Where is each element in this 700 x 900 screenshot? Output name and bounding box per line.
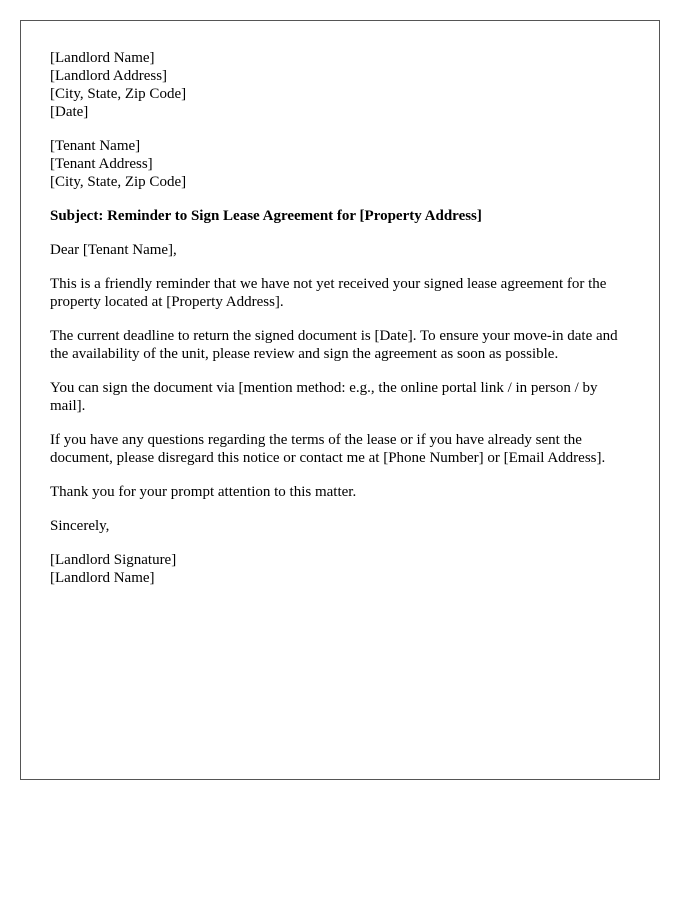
tenant-address: [Tenant Address] [50,156,153,172]
letter-page [20,20,660,780]
landlord-address-block [50,49,635,121]
paragraph-thanks: Thank you for your prompt attention to this matter. [50,484,357,500]
landlord-address: [Landlord Address] [50,68,168,84]
letter-body [50,49,635,603]
salutation: Dear [Tenant Name], [50,242,177,258]
closing: Sincerely, [50,518,110,534]
landlord-name: [Landlord Name] [50,50,155,66]
tenant-city-state-zip: [City, State, Zip Code] [50,174,187,190]
landlord-signature: [Landlord Signature] [50,552,177,568]
letter-date: [Date] [50,104,89,120]
paragraph-sign-method: You can sign the document via [mention method: e.g., the online portal link / in person / by mail]. [50,380,598,414]
paragraph-reminder: This is a friendly reminder that we have not yet received your signed lease agreement for the property located at [Property Address]. [50,276,607,310]
paragraph-deadline: The current deadline to return the signed document is [Date]. To ensure your move-in date and the availability of the unit, please review and sign the agreement as soon as possible. [50,328,618,362]
tenant-name: [Tenant Name] [50,138,141,154]
tenant-address-block [50,137,635,191]
signature-block [50,551,635,587]
subject-line: Subject: Reminder to Sign Lease Agreement for [Property Address] [50,208,482,224]
signature-landlord-name: [Landlord Name] [50,570,155,586]
landlord-city-state-zip: [City, State, Zip Code] [50,86,187,102]
paragraph-questions: If you have any questions regarding the terms of the lease or if you have already sent the document, please disregard this notice or contact me at [Phone Number] or [Email Address]. [50,432,606,466]
